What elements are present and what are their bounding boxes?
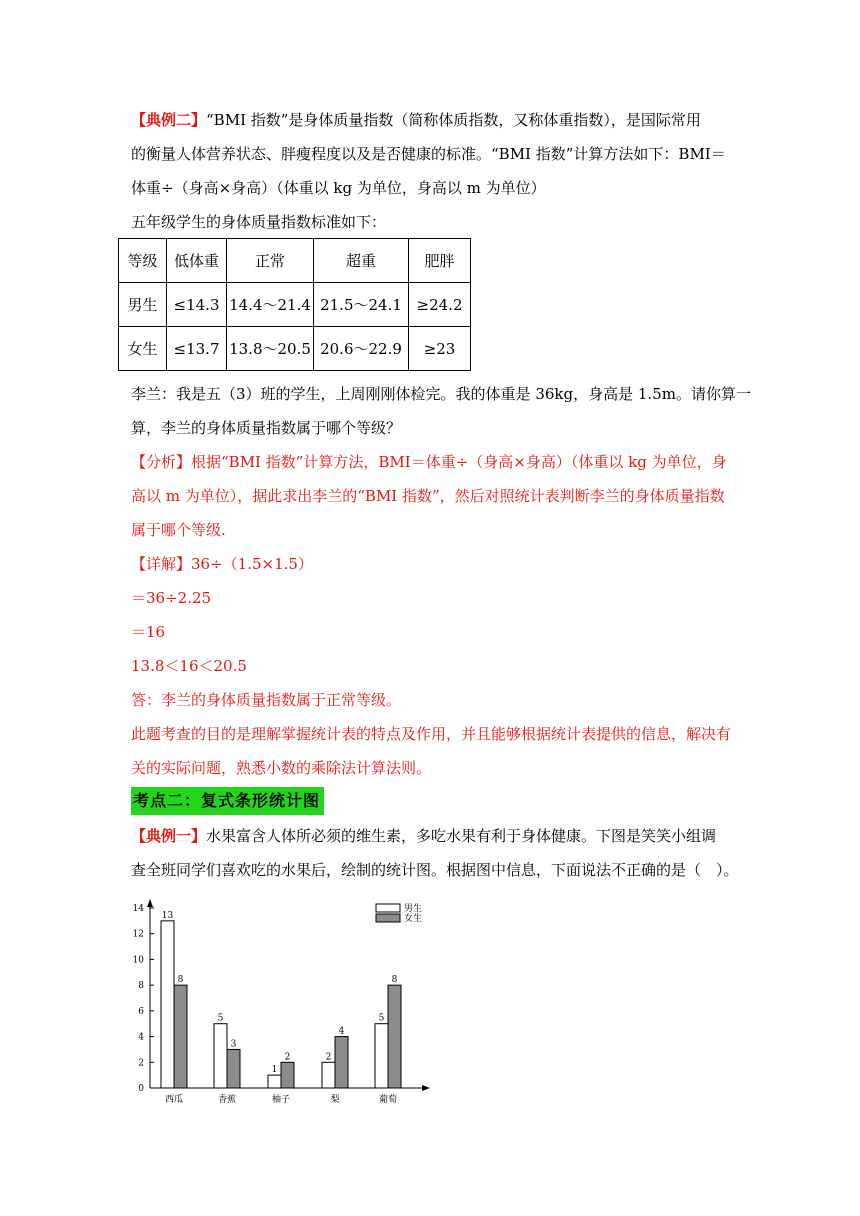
- analysis-line2: 高以 m 为单位），据此求出李兰的“BMI 指数”，然后对照统计表判断李兰的身体质量指数: [131, 487, 725, 505]
- bar: [174, 985, 187, 1088]
- x-tick-label: 梨: [330, 1095, 340, 1105]
- table-header-cell: 肥胖: [409, 239, 471, 283]
- example2-intro: [131, 103, 731, 205]
- bar-value-label: 13: [161, 910, 174, 921]
- bar-value-label: 1: [271, 1065, 278, 1076]
- bar-value-label: 2: [325, 1052, 332, 1063]
- y-tick-label: 14: [132, 904, 144, 914]
- bar: [227, 1049, 240, 1088]
- example1-line1: 水果富含人体所必须的维生素，多吃水果有利于身体健康。下图是笑笑小组调: [206, 827, 717, 845]
- bmi-standard-table: [118, 238, 471, 371]
- table-cell: ≤14.3: [167, 283, 227, 327]
- table-cell: 20.6～22.9: [314, 327, 409, 371]
- table-cell: ≥24.2: [409, 283, 471, 327]
- question-line2: 算，李兰的身体质量指数属于哪个等级？: [131, 419, 402, 437]
- example2-tag: 【典例二】: [131, 111, 207, 129]
- table-header-row: [119, 239, 471, 283]
- legend-swatch: [376, 904, 400, 912]
- topic-heading: 考点二：复式条形统计图: [131, 787, 324, 815]
- table-header-cell: 超重: [314, 239, 409, 283]
- question-line1: 李兰：我是五（3）班的学生，上周刚刚体检完。我的体重是 36kg，身高是 1.5m。请你算一: [131, 385, 751, 403]
- y-tick-label: 0: [138, 1084, 144, 1094]
- detail-line2: ＝36÷2.25: [131, 589, 212, 607]
- x-tick-label: 香蕉: [217, 1095, 237, 1105]
- example1-intro: [131, 819, 739, 887]
- y-tick-label: 10: [132, 955, 144, 966]
- x-axis-arrow: [422, 1085, 430, 1091]
- bar-value-label: 3: [230, 1039, 237, 1050]
- detail-line4: 13.8＜16＜20.5: [131, 657, 247, 675]
- bar: [335, 1037, 348, 1088]
- legend-label: 男生: [404, 904, 423, 914]
- example1-tag: 【典例一】: [131, 827, 207, 845]
- legend-swatch: [376, 914, 400, 922]
- y-axis-arrow: [147, 899, 153, 907]
- table-cell: 21.5～24.1: [314, 283, 409, 327]
- example2-line3: 体重÷（身高×身高）（体重以 kg 为单位，身高以 m 为单位）: [131, 179, 546, 197]
- bar: [281, 1062, 294, 1088]
- table-cell: 14.4～21.4: [227, 283, 314, 327]
- note-line1: 此题考查的目的是理解掌握统计表的特点及作用，并且能够根据统计表提供的信息，解决有: [131, 725, 732, 743]
- detail-line3: ＝16: [131, 623, 166, 641]
- answer: 答：李兰的身体质量指数属于正常等级。: [131, 691, 402, 709]
- bar-value-label: 5: [217, 1013, 224, 1024]
- bar-value-label: 2: [284, 1052, 291, 1063]
- table-cell: 13.8～20.5: [227, 327, 314, 371]
- detail-tag: 【详解】: [131, 555, 192, 573]
- legend-label: 女生: [404, 914, 423, 924]
- example1-line2: 查全班同学们喜欢吃的水果后，绘制的统计图。根据图中信息，下面说法不正确的是（ ）。: [131, 861, 739, 879]
- table-intro: 五年级学生的身体质量指数标准如下：: [131, 213, 387, 231]
- bar-value-label: 5: [378, 1013, 385, 1024]
- bar-value-label: 4: [338, 1026, 345, 1037]
- table-cell: 女生: [119, 327, 167, 371]
- fruit-bar-chart: [118, 890, 438, 1108]
- example2-line1: “BMI 指数”是身体质量指数（简称体质指数，又称体重指数），是国际常用: [206, 111, 701, 129]
- y-tick-label: 12: [132, 929, 144, 940]
- table-row: [119, 283, 471, 327]
- table-row: [119, 327, 471, 371]
- note-line2: 关的实际问题，熟悉小数的乘除法计算法则。: [131, 759, 432, 777]
- table-cell: ≥23: [409, 327, 471, 371]
- bar: [375, 1024, 388, 1088]
- table-header-cell: 正常: [227, 239, 314, 283]
- example2-line2: 的衡量人体营养状态、胖瘦程度以及是否健康的标准。“BMI 指数”计算方法如下：BMI＝: [131, 145, 726, 163]
- x-tick-label: 西瓜: [164, 1095, 184, 1105]
- analysis-line3: 属于哪个等级.: [131, 521, 226, 539]
- question: [131, 377, 751, 445]
- bar-value-label: 8: [391, 975, 398, 986]
- bar-value-label: 8: [177, 975, 184, 986]
- y-tick-label: 4: [138, 1032, 144, 1043]
- analysis-line1: 【分析】根据“BMI 指数”计算方法，BMI＝体重÷（身高×身高）（体重以 kg 为单位，身: [131, 453, 727, 471]
- table-cell: 男生: [119, 283, 167, 327]
- table-header-cell: 等级: [119, 239, 167, 283]
- analysis: [131, 445, 731, 547]
- table-cell: ≤13.7: [167, 327, 227, 371]
- bar: [268, 1075, 281, 1088]
- x-tick-label: 柚子: [271, 1095, 291, 1105]
- bar: [161, 921, 174, 1088]
- y-tick-label: 6: [138, 1006, 144, 1017]
- table-header-cell: 低体重: [167, 239, 227, 283]
- y-tick-label: 8: [138, 981, 144, 992]
- detail-line1: 36÷（1.5×1.5）: [191, 555, 313, 573]
- bar: [214, 1024, 227, 1088]
- bar: [388, 985, 401, 1088]
- y-tick-label: 2: [138, 1058, 144, 1069]
- x-tick-label: 葡萄: [378, 1095, 398, 1105]
- detail: [131, 547, 731, 785]
- bar: [322, 1062, 335, 1088]
